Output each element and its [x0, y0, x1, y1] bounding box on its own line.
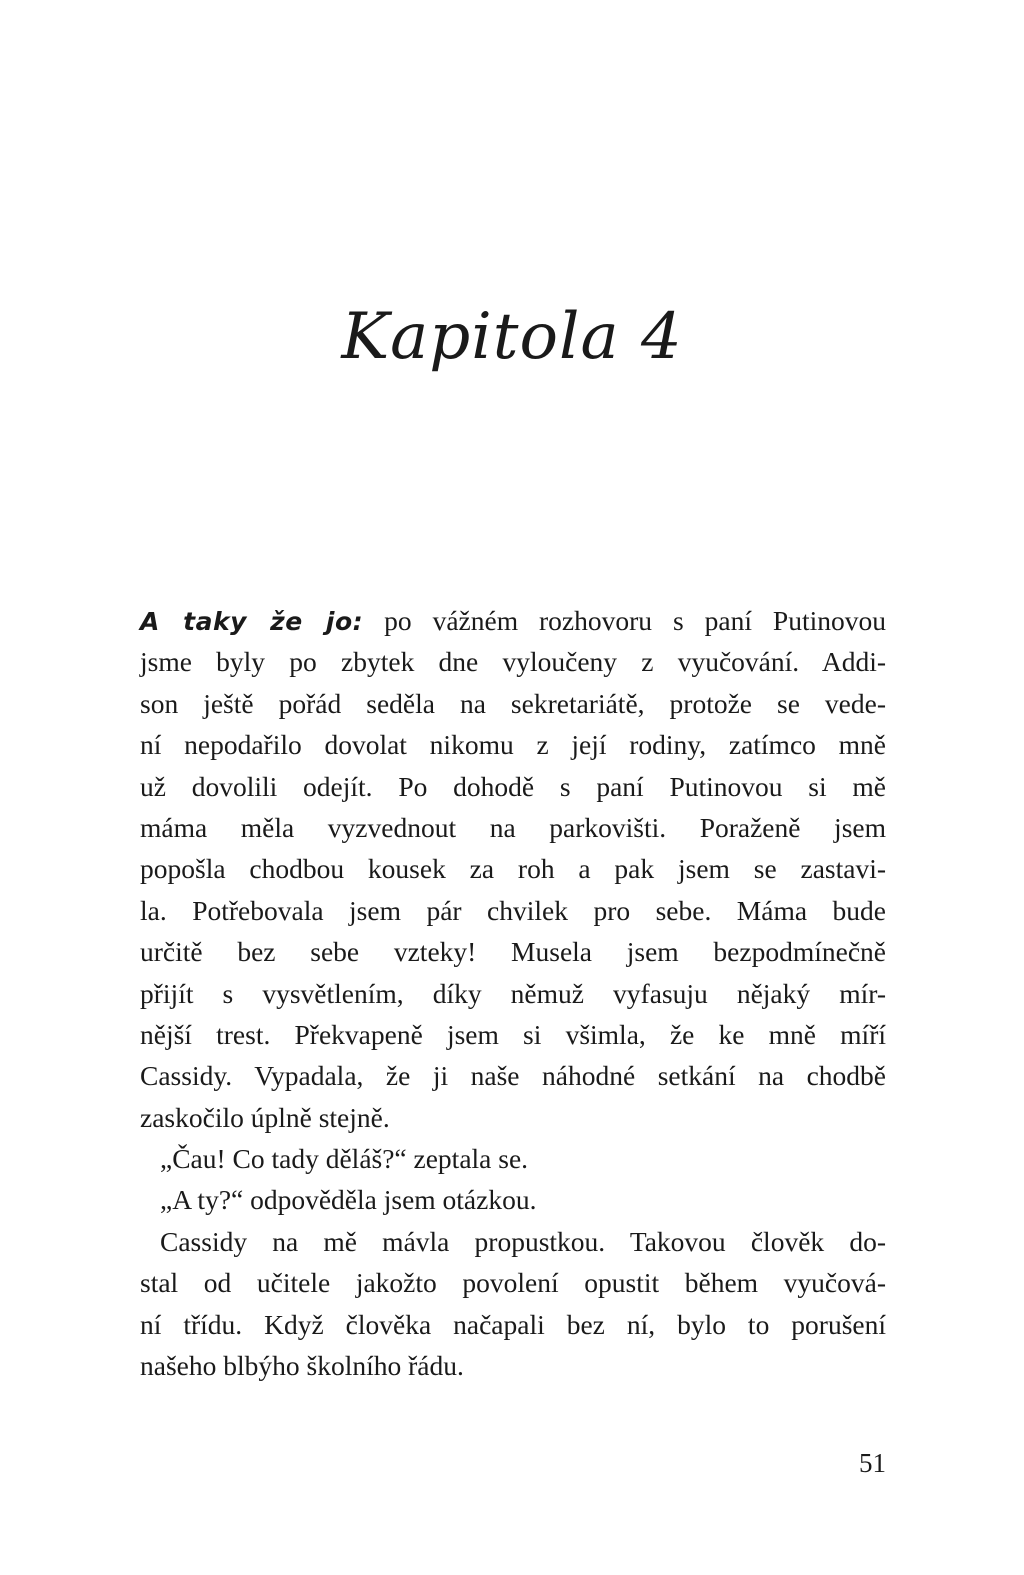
- text-line: stal od učitele jakožto povolení opustit během vyučová-: [140, 1267, 886, 1299]
- text-line: už dovolili odejít. Po dohodě s paní Putinovou si mě: [140, 770, 886, 802]
- text-line: určitě bez sebe vzteky! Musela jsem bezpodmínečně: [140, 936, 886, 968]
- text-line: son ještě pořád seděla na sekretariátě, protože se vede-: [140, 687, 886, 719]
- text-line: ní nepodařilo dovolat nikomu z její rodiny, zatímco mně: [140, 729, 886, 761]
- text-line: nější trest. Překvapeně jsem si všimla, že ke mně míří: [140, 1018, 886, 1050]
- page-number: 51: [859, 1448, 886, 1478]
- text-line: našeho blbýho školního řádu.: [140, 1350, 464, 1382]
- text-line: máma měla vyzvednout na parkovišti. Poraženě jsem: [140, 811, 886, 843]
- text-line: zaskočilo úplně stejně.: [140, 1101, 390, 1133]
- chapter-title: Kapitola 4: [341, 300, 683, 374]
- text-line: popošla chodbou kousek za roh a pak jsem se zastavi-: [140, 853, 886, 885]
- dialogue-line: „Čau! Co tady děláš?“ zeptala se.: [160, 1143, 529, 1175]
- text-line: jsme byly po zbytek dne vyloučeny z vyučování. Addi-: [140, 646, 886, 678]
- lead-in: A taky že jo:: [140, 607, 364, 636]
- text-line: Cassidy. Vypadala, že ji naše náhodné setkání na chodbě: [140, 1060, 886, 1092]
- dialogue-line: „A ty?“ odpověděla jsem otázkou.: [160, 1184, 537, 1216]
- text-line: přijít s vysvětlením, díky němuž vyfasuju nějaký mír-: [140, 977, 886, 1009]
- first-line-text: po vážném rozhovoru s paní Putinovou: [384, 605, 887, 636]
- text-line-1: [140, 600, 886, 641]
- body-text: [140, 600, 886, 1386]
- text-line: la. Potřebovala jsem pár chvilek pro sebe. Máma bude: [140, 894, 886, 926]
- text-line: Cassidy na mě mávla propustkou. Takovou člověk do-: [160, 1225, 886, 1257]
- text-line: ní třídu. Když člověka načapali bez ní, bylo to porušení: [140, 1308, 886, 1340]
